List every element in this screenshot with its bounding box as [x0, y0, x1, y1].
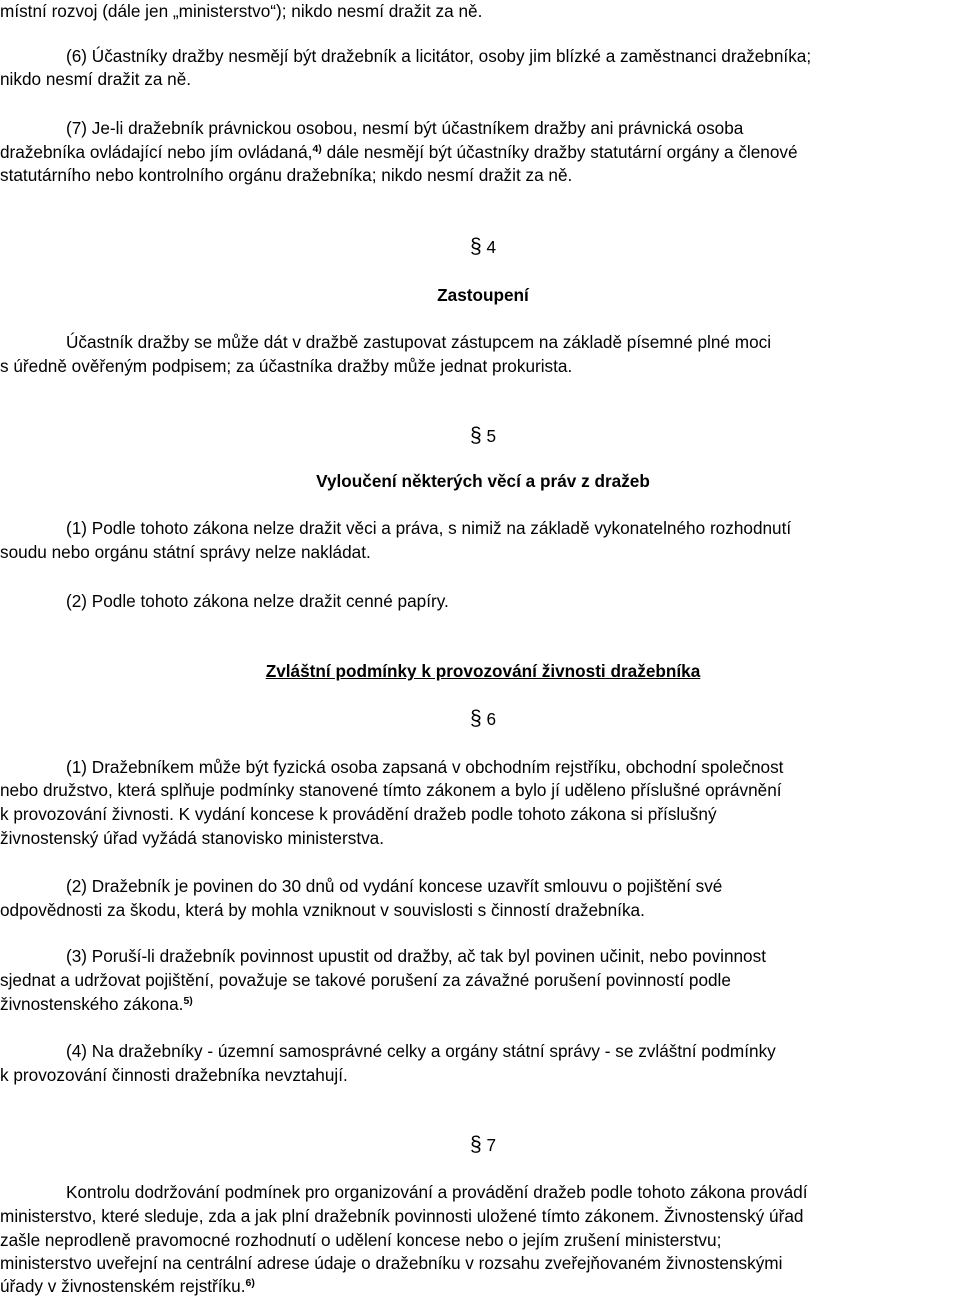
- section-5-paragraph-1-line-2: soudu nebo orgánu státní správy nelze nakládat.: [0, 542, 371, 562]
- section-6-paragraph-1-line-2: nebo družstvo, která splňuje podmínky stanovené tímto zákonem a bylo jí uděleno příslušné oprávnění: [0, 780, 782, 800]
- paragraph-6-line-2: nikdo nesmí dražit za ně.: [0, 69, 192, 89]
- part-heading: Zvláštní podmínky k provozování živnosti dražebníka: [265, 661, 701, 681]
- paragraph-7-line-2-text-a: dražebníka ovládající nebo jím ovládaná,: [0, 142, 313, 162]
- section-6-paragraph-4-line-2: k provozování činnosti dražebníka nevztahují.: [0, 1065, 348, 1085]
- footnote-ref-4: 4): [312, 143, 322, 155]
- footnote-ref-5: 5): [183, 995, 193, 1007]
- section-number: 7: [486, 1135, 497, 1155]
- section-6-number: [0, 707, 960, 731]
- section-7-paragraph-line-3: zašle neprodleně pravomocné rozhodnutí o udělení koncese nebo o jejím zrušení ministerstvu;: [0, 1230, 722, 1250]
- section-6-paragraph-4-line-1: (4) Na dražebníky - územní samosprávné celky a orgány státní správy - se zvláštní podmínky: [66, 1041, 776, 1061]
- section-7-paragraph-line-2: ministerstvo, které sleduje, zda a jak plní dražebník povinnosti uložené tímto zákonem. Živnostenský úřad: [0, 1206, 804, 1226]
- section-6-paragraph-3-line-3: [0, 992, 193, 1016]
- section-6-paragraph-2-line-1: (2) Dražebník je povinen do 30 dnů od vydání koncese uzavřít smlouvu o pojištění své: [66, 876, 723, 896]
- section-6-paragraph-3-line-2: sjednat a udržovat pojištění, považuje se takové porušení za závažné porušení povinností podle: [0, 970, 731, 990]
- paragraph-7-line-2: [0, 140, 798, 164]
- section-4-title: Zastoupení: [437, 285, 529, 305]
- section-5-paragraph-1-line-1: (1) Podle tohoto zákona nelze dražit věci a práva, s nimiž na základě vykonatelného rozhodnutí: [66, 518, 792, 538]
- section-sign: §: [469, 235, 482, 258]
- section-5-number: [0, 424, 960, 448]
- section-6-paragraph-1-line-3: k provozování živnosti. K vydání koncese k provádění dražeb podle tohoto zákona si příslušný: [0, 804, 717, 824]
- paragraph-5-continuation: místní rozvoj (dále jen „ministerstvo“); nikdo nesmí dražit za ně.: [0, 1, 483, 21]
- paragraph-6-line-1: (6) Účastníky dražby nesmějí být dražebník a licitátor, osoby jim blízké a zaměstnanci dražebníka;: [66, 46, 812, 66]
- section-7-number: [0, 1133, 960, 1157]
- section-7-paragraph-line-4: ministerstvo uveřejní na centrální adrese údaje o dražebníku v rozsahu zveřejňovaném živnostenskými: [0, 1253, 783, 1273]
- section-5-title: Vyloučení některých věcí a práv z dražeb: [316, 471, 650, 491]
- paragraph-7-line-1: (7) Je-li dražebník právnickou osobou, nesmí být účastníkem dražby ani právnická osoba: [66, 118, 744, 138]
- section-7-paragraph-line-5: [0, 1274, 255, 1298]
- section-5-paragraph-2: (2) Podle tohoto zákona nelze dražit cenné papíry.: [66, 591, 449, 611]
- section-6-paragraph-3-line-3-text: živnostenského zákona.: [0, 994, 184, 1014]
- paragraph-7-line-3: statutárního nebo kontrolního orgánu dražebníka; nikdo nesmí dražit za ně.: [0, 165, 573, 185]
- section-7-paragraph-line-1: Kontrolu dodržování podmínek pro organizování a provádění dražeb podle tohoto zákona provádí: [66, 1182, 808, 1202]
- section-sign: §: [469, 1133, 482, 1156]
- section-7-paragraph-line-5-text: úřady v živnostenském rejstříku.: [0, 1276, 246, 1296]
- section-6-paragraph-1-line-4: živnostenský úřad vyžádá stanovisko ministerstva.: [0, 828, 385, 848]
- section-sign: §: [469, 424, 482, 447]
- section-6-paragraph-3-line-1: (3) Poruší-li dražebník povinnost upustit od dražby, ač tak byl povinen učinit, nebo povinnost: [66, 946, 766, 966]
- section-4-paragraph-line-1: Účastník dražby se může dát v dražbě zastupovat zástupcem na základě písemné plné moci: [66, 332, 772, 352]
- section-number: 6: [486, 709, 497, 729]
- section-6-paragraph-2-line-2: odpovědnosti za škodu, která by mohla vzniknout v souvislosti s činností dražebníka.: [0, 900, 645, 920]
- section-number: 4: [486, 237, 497, 257]
- section-6-paragraph-1-line-1: (1) Dražebníkem může být fyzická osoba zapsaná v obchodním rejstříku, obchodní společnost: [66, 757, 784, 777]
- section-number: 5: [486, 426, 497, 446]
- section-4-number: [0, 235, 960, 259]
- section-sign: §: [469, 707, 482, 730]
- footnote-ref-6: 6): [245, 1277, 255, 1289]
- section-4-paragraph-line-2: s úředně ověřeným podpisem; za účastníka dražby může jednat prokurista.: [0, 356, 573, 376]
- paragraph-7-line-2-text-b: dále nesmějí být účastníky dražby statutární orgány a členové: [321, 142, 798, 162]
